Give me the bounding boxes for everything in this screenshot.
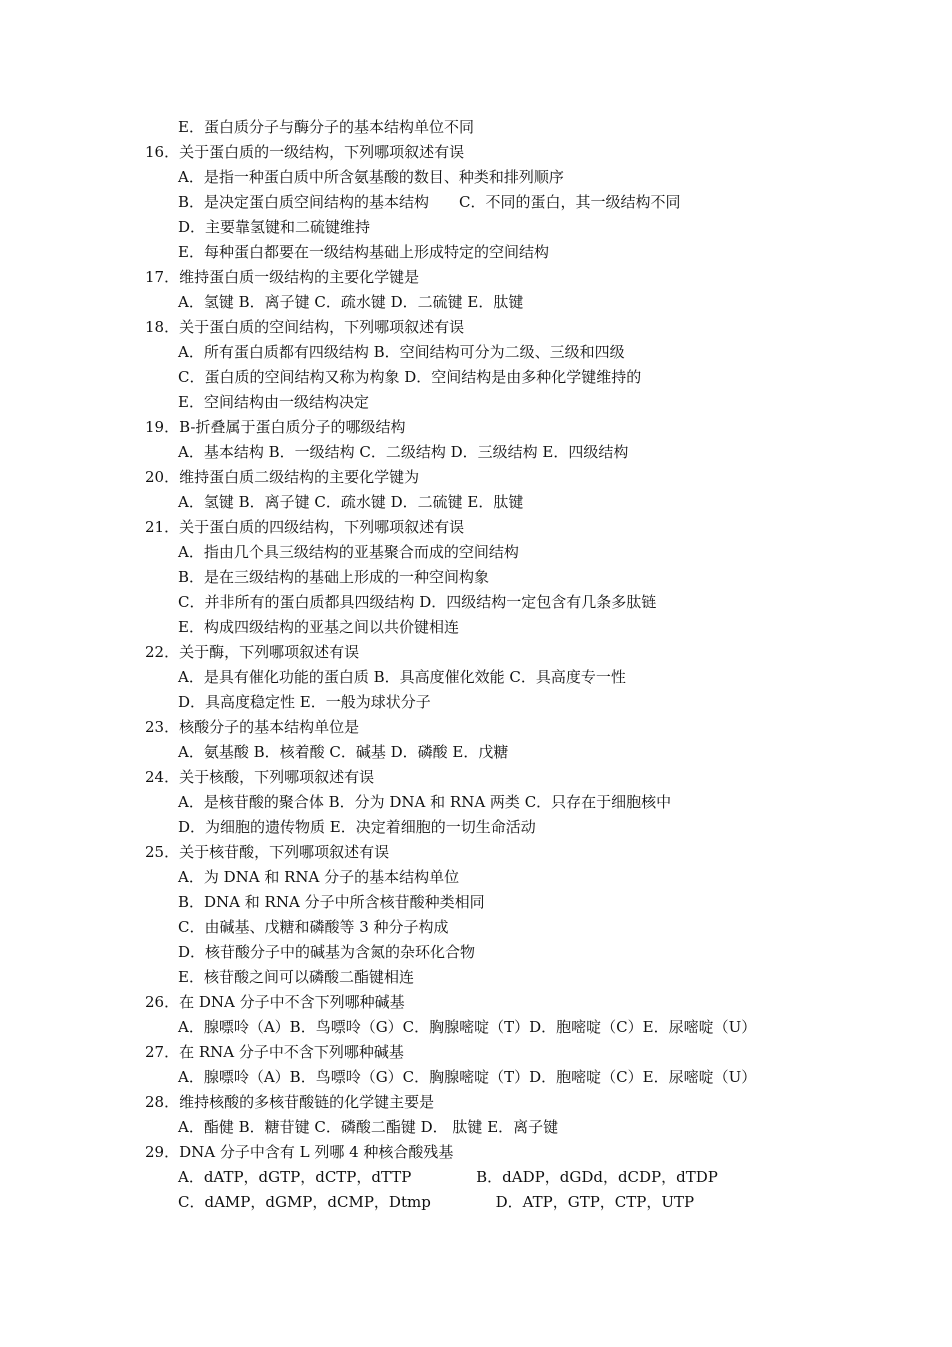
options-22-abc: A．是具有催化功能的蛋白质 B．具高度催化效能 C．具高度专一性 (178, 668, 626, 686)
options-23: A．氨基酸 B．核着酸 C．碱基 D．磷酸 E．戊糖 (178, 743, 509, 761)
options-26: A．腺嘌呤（A）B．鸟嘌呤（G）C．胸腺嘧啶（T）D．胞嘧啶（C）E．尿嘧啶（U） (178, 1018, 757, 1036)
question-29: 29．DNA 分子中含有 L 列哪 4 种核合酸残基 (145, 1143, 454, 1161)
options-22-de: D．具高度稳定性 E．一般为球状分子 (178, 693, 431, 711)
question-17: 17．维持蛋白质一级结构的主要化学键是 (145, 268, 420, 286)
option-18-e: E．空间结构由一级结构决定 (178, 393, 369, 411)
question-28: 28．维持核酸的多核苷酸链的化学键主要是 (145, 1093, 435, 1111)
options-19: A．基本结构 B．一级结构 C．二级结构 D．三级结构 E．四级结构 (178, 443, 629, 461)
question-21: 21．关于蛋白质的四级结构，下列哪项叙述有误 (145, 518, 465, 536)
question-16: 16．关于蛋白质的一级结构，下列哪项叙述有误 (145, 143, 465, 161)
question-26: 26．在 DNA 分子中不含下列哪种碱基 (145, 993, 405, 1011)
option-16-bc: B．是决定蛋白质空间结构的基本结构 C．不同的蛋白，其一级结构不同 (178, 193, 681, 211)
option-21-b: B．是在三级结构的基础上形成的一种空间构象 (178, 568, 490, 586)
options-28: A．酯健 B．糖苷键 C．磷酸二酯键 D． 肽键 E．离子键 (178, 1118, 559, 1136)
question-20: 20．维持蛋白质二级结构的主要化学键为 (145, 468, 420, 486)
option-16-d: D．主要靠氢键和二硫键维持 (178, 218, 371, 236)
options-29-cd: C．dAMP，dGMP，dCMP，Dtmp D．ATP，GTP，CTP，UTP (178, 1193, 695, 1211)
question-25: 25．关于核苷酸，下列哪项叙述有误 (145, 843, 390, 861)
option-21-a: A．指由几个具三级结构的亚基聚合而成的空间结构 (178, 543, 519, 561)
question-22: 22．关于酶，下列哪项叙述有误 (145, 643, 360, 661)
question-19: 19．B-折叠属于蛋白质分子的哪级结构 (145, 418, 406, 436)
options-27: A．腺嘌呤（A）B．鸟嘌呤（G）C．胸腺嘧啶（T）D．胞嘧啶（C）E．尿嘧啶（U） (178, 1068, 757, 1086)
option-e-15: E．蛋白质分子与酶分子的基本结构单位不同 (178, 118, 474, 136)
options-29-ab: A．dATP，dGTP，dCTP，dTTP B．dADP，dGDd，dCDP，dTDP (178, 1168, 718, 1186)
option-25-e: E．核苷酸之间可以磷酸二酯键相连 (178, 968, 414, 986)
options-18-ab: A．所有蛋白质都有四级结构 B．空间结构可分为二级、三级和四级 (178, 343, 625, 361)
option-16-e: E．每种蛋白都要在一级结构基础上形成特定的空间结构 (178, 243, 549, 261)
options-21-cd: C．并非所有的蛋白质都具四级结构 D．四级结构一定包含有几条多肽链 (178, 593, 657, 611)
options-20: A．氢键 B．离子键 C．疏水键 D．二硫键 E．肽键 (178, 493, 524, 511)
option-25-d: D．核苷酸分子中的碱基为含氮的杂环化合物 (178, 943, 476, 961)
option-25-b: B．DNA 和 RNA 分子中所含核苷酸种类相同 (178, 893, 485, 911)
question-27: 27．在 RNA 分子中不含下列哪种碱基 (145, 1043, 404, 1061)
question-24: 24．关于核酸，下列哪项叙述有误 (145, 768, 375, 786)
option-25-a: A．为 DNA 和 RNA 分子的基本结构单位 (178, 868, 460, 886)
question-23: 23．核酸分子的基本结构单位是 (145, 718, 360, 736)
option-25-c: C．由碱基、戊糖和磷酸等 3 种分子构成 (178, 918, 449, 936)
options-18-cd: C．蛋白质的空间结构又称为构象 D．空间结构是由多种化学键维持的 (178, 368, 642, 386)
question-18: 18．关于蛋白质的空间结构，下列哪项叙述有误 (145, 318, 465, 336)
options-24-abc: A．是核苷酸的聚合体 B．分为 DNA 和 RNA 两类 C．只存在于细胞核中 (178, 793, 672, 811)
option-21-e: E．构成四级结构的亚基之间以共价键相连 (178, 618, 459, 636)
options-17: A．氢键 B．离子键 C．疏水键 D．二硫键 E．肽键 (178, 293, 524, 311)
options-24-de: D．为细胞的遗传物质 E．决定着细胞的一切生命活动 (178, 818, 536, 836)
option-16-a: A．是指一种蛋白质中所含氨基酸的数目、种类和排列顺序 (178, 168, 564, 186)
